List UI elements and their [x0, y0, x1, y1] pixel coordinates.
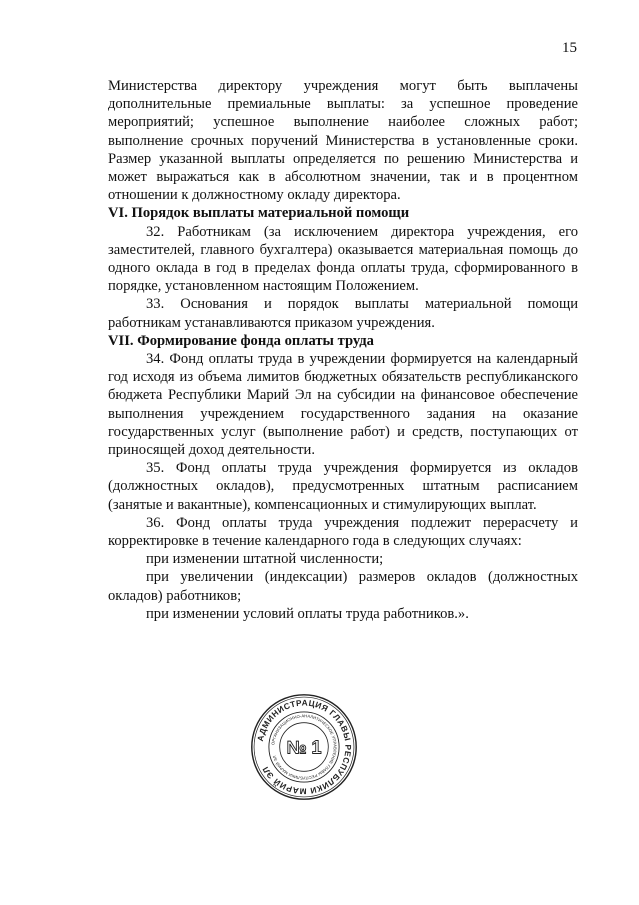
paragraph-34: 34. Фонд оплаты труда в учреждении формируется на календарный год исходя из объема лимитов бюджетных обязательств республиканского бюджета Республики Марий Эл на субсидии на финансовое обеспечение выполнения учреждением государственного задания на оказание государственных услуг (выполнение работ) и средств, поступающих от приносящей доход деятельности.: [108, 351, 578, 459]
case-salary-indexation: при увеличении (индексации) размеров окладов (должностных окладов) работников;: [108, 569, 578, 604]
official-seal: [250, 693, 358, 801]
paragraph-32: 32. Работникам (за исключением директора учреждения, его заместителей, главного бухгалтера) оказывается материальная помощь до одного оклада в год в пределах фонда оплаты труда, сформированного в порядке, установленном настоящим Положением.: [108, 223, 578, 295]
case-pay-conditions: при изменении условий оплаты труда работников.».: [146, 605, 469, 622]
seal-outer-text: АДМИНИСТРАЦИЯ ГЛАВЫ РЕСПУБЛИКИ МАРИЙ ЭЛ: [255, 698, 353, 796]
paragraph-33: 33. Основания и порядок выплаты материальной помощи работникам устанавливаются приказом учреждения.: [108, 296, 578, 331]
section-7-heading: VII. Формирование фонда оплаты труда: [108, 332, 374, 349]
seal-center-number: № 1: [286, 737, 322, 758]
seal-inner-text: ОРГАНИЗАЦИОННО-АНАЛИТИЧЕСКОЕ УПРАВЛЕНИЕ ГЛАВЫ РЕСПУБЛИКИ МАРИЙ ЭЛ: [270, 713, 338, 781]
paragraph-35: 35. Фонд оплаты труда учреждения формируется из окладов (должностных окладов), предусмотренных штатным расписанием (занятые и вакантные), компенсационных и стимулирующих выплат.: [108, 460, 578, 513]
intro-paragraph: Министерства директору учреждения могут быть выплачены дополнительные премиальные выплаты: за успешное проведение мероприятий; успешное выполнение наиболее сложных работ; выполнение срочных поручений Министерства в установленные сроки. Размер указанной выплаты определяется по решению Министерства и может выражаться как в абсолютном значении, так и в процентном отношении к должностному окладу директора.: [108, 78, 578, 204]
paragraph-36: 36. Фонд оплаты труда учреждения подлежит перерасчету и корректировке в течение календарного года в следующих случаях:: [108, 514, 578, 550]
case-staff-count: при изменении штатной численности;: [146, 551, 384, 568]
page-number: 15: [562, 40, 577, 56]
document-body: [108, 77, 578, 623]
section-6-heading: VI. Порядок выплаты материальной помощи: [108, 205, 410, 222]
